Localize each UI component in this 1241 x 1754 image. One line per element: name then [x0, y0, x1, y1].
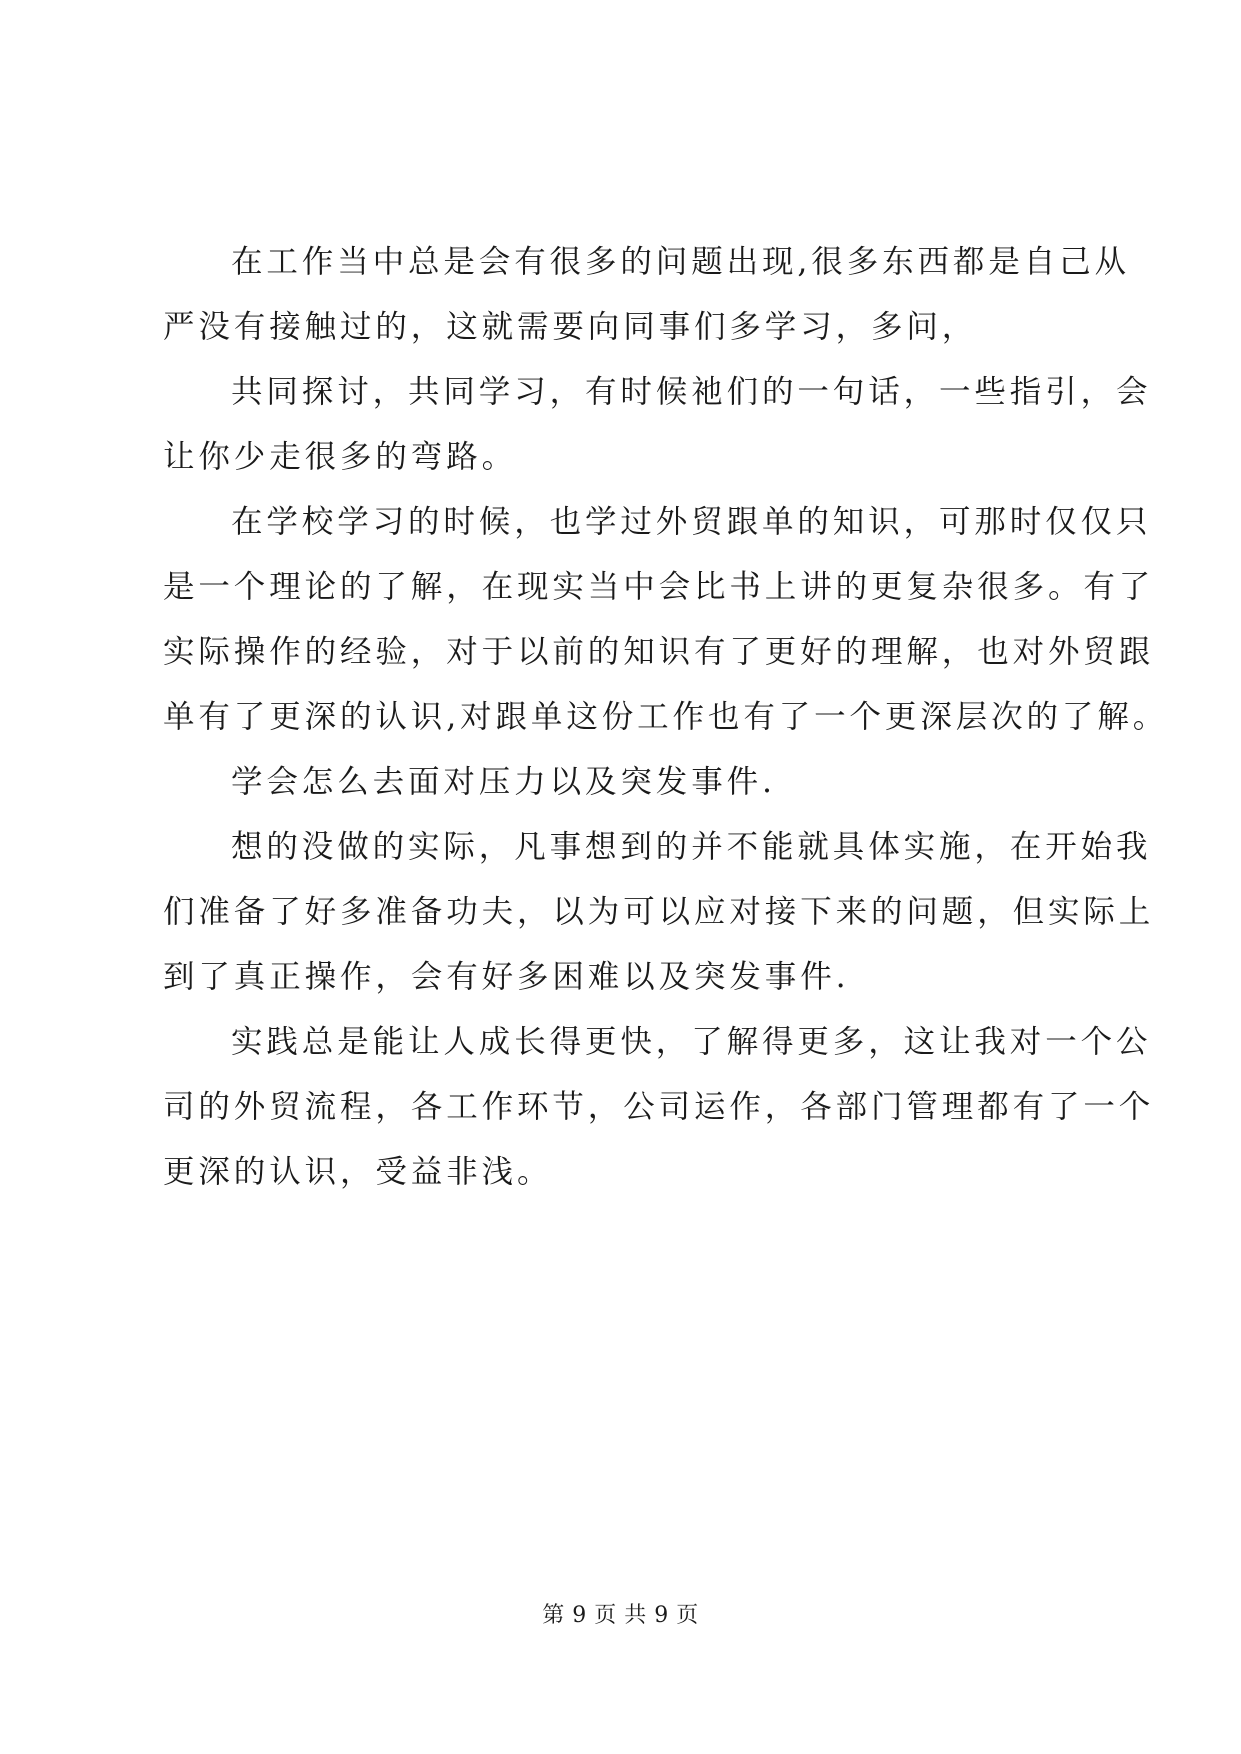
paragraph-4 [163, 750, 1093, 815]
paragraph-line: 想的没做的实际，凡事想到的并不能就具体实施，在开始我 [231, 829, 1152, 865]
paragraph-3 [163, 490, 1169, 750]
paragraph-5 [163, 815, 1155, 1010]
paragraph-line: 到了真正操作，会有好多困难以及突发事件. [163, 959, 850, 995]
paragraph-line: 实践总是能让人成长得更快，了解得更多，这让我对一个公 [231, 1024, 1152, 1060]
page-footer [0, 1601, 1241, 1631]
paragraph-line: 共同探讨，共同学习，有时候祂们的一句话，一些指引，会 [231, 374, 1152, 410]
paragraph-6 [163, 1010, 1155, 1205]
paragraph-line: 在学校学习的时候，也学过外贸跟单的知识，可那时仅仅只 [231, 504, 1152, 540]
paragraph-1 [163, 230, 1130, 360]
paragraph-line: 严没有接触过的，这就需要向同事们多学习，多问， [163, 309, 978, 345]
paragraph-line: 更深的认识，受益非浅。 [163, 1154, 553, 1190]
paragraph-line: 是一个理论的了解，在现实当中会比书上讲的更复杂很多。有了 [163, 569, 1155, 605]
paragraph-line: 让你少走很多的弯路。 [163, 439, 518, 475]
paragraph-line: 们准备了好多准备功夫，以为可以应对接下来的问题，但实际上 [163, 894, 1155, 930]
paragraph-line: 学会怎么去面对压力以及突发事件. [231, 764, 776, 800]
paragraph-line: 实际操作的经验，对于以前的知识有了更好的理解，也对外贸跟 [163, 634, 1155, 670]
document-body [163, 230, 1169, 1205]
page-number-indicator: 第 9 页 共 9 页 [542, 1603, 699, 1628]
paragraph-line: 单有了更深的认识,对跟单这份工作也有了一个更深层次的了解。 [163, 699, 1169, 735]
paragraph-2 [163, 360, 1152, 490]
paragraph-line: 司的外贸流程，各工作环节，公司运作，各部门管理都有了一个 [163, 1089, 1155, 1125]
paragraph-line: 在工作当中总是会有很多的问题出现,很多东西都是自己从 [231, 244, 1130, 280]
